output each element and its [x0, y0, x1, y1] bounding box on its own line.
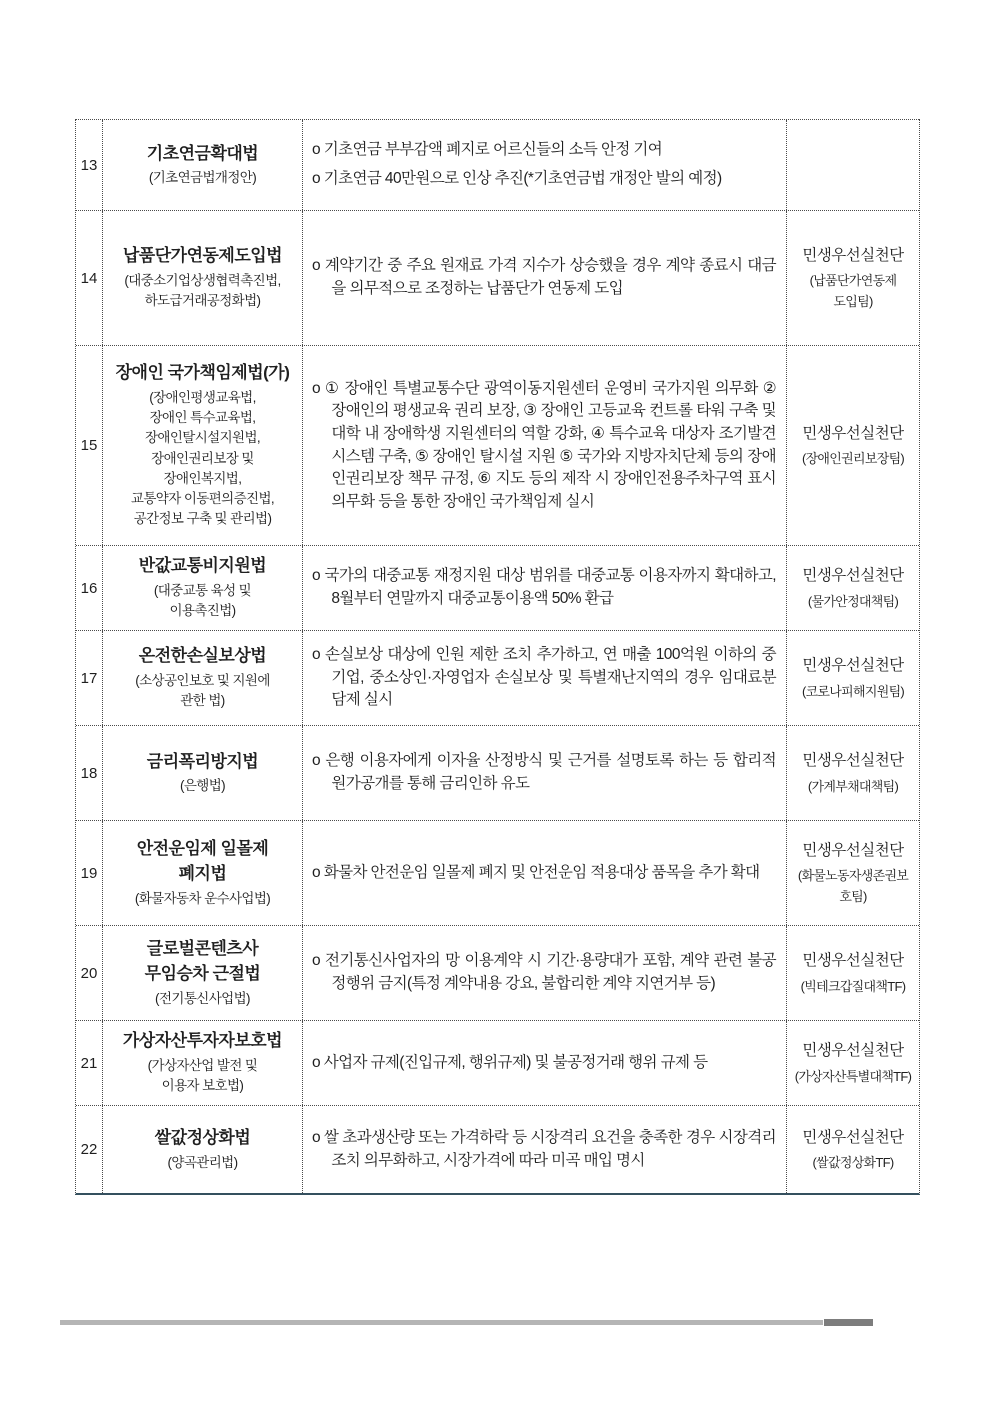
law-name-cell	[103, 821, 303, 925]
row-number: 22	[80, 1141, 98, 1158]
team-name: 민생우선실천단	[802, 1128, 904, 1146]
law-title: 납품단가연동제도입법	[122, 246, 283, 266]
table-row	[76, 1105, 919, 1193]
scrollbar-track[interactable]	[60, 1320, 823, 1325]
law-name-cell	[103, 1106, 303, 1193]
team-detail: (장애인권리보장팀)	[801, 451, 905, 467]
team-detail: (화물노동자생존권보 호팀)	[797, 868, 909, 904]
row-number-cell	[76, 631, 103, 725]
row-number-cell	[76, 1021, 103, 1105]
row-number-cell	[76, 211, 103, 345]
law-content-cell	[303, 546, 787, 630]
table-row	[76, 1020, 919, 1105]
bullet-item: o 국가의 대중교통 재정지원 대상 범위를 대중교통 이용자까지 확대하고, 8월부터 연말까지 대중교통이용액 50% 환급	[312, 567, 776, 607]
team-name: 민생우선실천단	[802, 752, 904, 770]
law-subtitle: (양곡관리법)	[167, 1154, 238, 1170]
bullet-item: o 기초연금 40만원으로 인상 추진(*기초연금법 개정안 발의 예정)	[312, 170, 722, 187]
law-subtitle: (전기통신사업법)	[155, 990, 250, 1006]
law-title: 장애인 국가책임제법(가)	[115, 363, 290, 383]
row-number: 18	[80, 764, 98, 782]
law-title: 기초연금확대법	[146, 143, 259, 163]
team-name: 민생우선실천단	[802, 247, 904, 265]
law-subtitle: (은행법)	[179, 778, 226, 794]
law-content-cell	[303, 726, 787, 820]
law-content-cell	[303, 926, 787, 1020]
team-name: 민생우선실천단	[802, 424, 904, 442]
row-number: 14	[80, 269, 98, 287]
row-number: 19	[80, 864, 98, 882]
bullet-item: o 계약기간 중 주요 원재료 가격 지수가 상승했을 경우 계약 종료시 대금을 의무적으로 조정하는 납품단가 연동제 도입	[312, 257, 776, 297]
team-cell	[787, 546, 919, 630]
law-title: 글로벌콘텐츠사 무임승차 근절법	[144, 939, 261, 983]
team-cell	[787, 631, 919, 725]
table-row	[76, 345, 919, 545]
law-subtitle: (화물자동차 운수사업법)	[134, 890, 271, 906]
law-name-cell	[103, 926, 303, 1020]
law-title: 가상자산투자자보호법	[122, 1031, 283, 1051]
bullet-item: o 전기통신사업자의 망 이용계약 시 기간·용량대가 포함, 계약 관련 불공정행위 금지(특정 계약내용 강요, 불합리한 계약 지연거부 등)	[312, 952, 776, 992]
law-content-cell	[303, 120, 787, 210]
table-row	[76, 725, 919, 820]
law-name-cell	[103, 631, 303, 725]
bullet-item: o 기초연금 부부감액 폐지로 어르신들의 소득 안정 기여	[312, 141, 663, 159]
team-name: 민생우선실천단	[802, 657, 904, 675]
law-table	[75, 119, 920, 1195]
law-content-cell	[303, 631, 787, 725]
law-subtitle: (소상공인보호 및 지원에 관한 법)	[135, 673, 270, 709]
row-number-cell	[76, 346, 103, 545]
bullet-item: o 손실보상 대상에 인원 제한 조치 추가하고, 연 매출 100억원 이하의 중기업, 중소상인·자영업자 손실보상 및 특별재난지역의 경우 임대료분담제 실시	[312, 646, 776, 709]
team-cell	[787, 821, 919, 925]
team-detail: (쌀값정상화TF)	[812, 1155, 894, 1171]
team-detail: (가상자산특별대책TF)	[794, 1068, 912, 1084]
team-cell	[787, 1106, 919, 1193]
law-title: 금리폭리방지법	[146, 751, 259, 771]
bullet-item: o 화물차 안전운임 일몰제 폐지 및 안전운임 적용대상 품목을 추가 확대	[312, 863, 760, 881]
law-name-cell	[103, 726, 303, 820]
law-name-cell	[103, 120, 303, 210]
team-cell	[787, 926, 919, 1020]
law-content-cell	[303, 1021, 787, 1105]
law-title: 안전운임제 일몰제 폐지법	[136, 839, 269, 883]
team-detail: (빅테크갑질대책TF)	[800, 978, 906, 994]
row-number: 21	[80, 1054, 98, 1072]
law-title: 반값교통비지원법	[138, 556, 267, 576]
row-number-cell	[76, 1106, 103, 1193]
law-subtitle: (기초연금법개정안)	[148, 170, 257, 186]
law-subtitle: (대중소기업상생협력촉진법, 하도급거래공정화법)	[124, 273, 281, 309]
law-content-cell	[303, 211, 787, 345]
row-number: 17	[80, 669, 98, 687]
table-row	[76, 545, 919, 630]
team-cell	[787, 726, 919, 820]
table-row	[76, 630, 919, 725]
row-number-cell	[76, 726, 103, 820]
row-number-cell	[76, 821, 103, 925]
law-content-cell	[303, 1106, 787, 1193]
table-row	[76, 119, 919, 210]
bullet-item: o 사업자 규제(진입규제, 행위규제) 및 불공정거래 행위 규제 등	[312, 1053, 708, 1071]
team-name: 민생우선실천단	[802, 567, 904, 585]
team-name: 민생우선실천단	[802, 842, 904, 860]
bullet-item: o 은행 이용자에게 이자율 산정방식 및 근거를 설명토록 하는 등 합리적 원가공개를 통해 금리인하 유도	[312, 752, 776, 792]
team-cell	[787, 346, 919, 545]
team-detail: (납품단가연동제 도입팀)	[809, 273, 897, 309]
bullet-item: o ① 장애인 특별교통수단 광역이동지원센터 운영비 국가지원 의무화 ② 장애인의 평생교육 권리 보장, ③ 장애인 고등교육 컨트롤 타워 구축 및 대학 내 장애학생 지원센터의 역할 강화, ④ 특수교육 대상자 조기발견시스템 구축, ⑤ 장애인 탈시설 지원 ⑤ 국가와 지방자치단체 등의 장애인권리보장 책무 규정, ⑥ 지도 등의 제작 시 장애인전용주차구역 표시 의무화 등을 통한 장애인 국가책임제 실시	[312, 379, 776, 510]
row-number: 13	[80, 156, 98, 174]
law-title: 온전한손실보상법	[138, 646, 267, 666]
row-number: 20	[80, 964, 98, 982]
row-number: 15	[80, 437, 98, 454]
team-detail: (코로나피해지원팀)	[801, 683, 905, 699]
law-subtitle: (대중교통 육성 및 이용촉진법)	[153, 583, 252, 619]
law-name-cell	[103, 211, 303, 345]
team-cell	[787, 1021, 919, 1105]
team-detail: (물가안정대책팀)	[807, 593, 899, 609]
row-number-cell	[76, 546, 103, 630]
table-row	[76, 820, 919, 925]
law-content-cell	[303, 821, 787, 925]
bullet-item: o 쌀 초과생산량 또는 가격하락 등 시장격리 요건을 충족한 경우 시장격리 조치 의무화하고, 시장가격에 따라 미곡 매입 명시	[312, 1128, 776, 1169]
team-cell	[787, 211, 919, 345]
team-detail: (가계부채대책팀)	[807, 778, 899, 794]
table-row	[76, 925, 919, 1020]
scrollbar-thumb[interactable]	[824, 1319, 873, 1326]
law-subtitle: (가상자산업 발전 및 이용자 보호법)	[147, 1058, 258, 1094]
team-cell	[787, 120, 919, 210]
law-name-cell	[103, 1021, 303, 1105]
horizontal-scrollbar[interactable]	[60, 1318, 873, 1327]
row-number-cell	[76, 120, 103, 210]
team-name: 민생우선실천단	[802, 952, 904, 970]
law-title: 쌀값정상화법	[154, 1128, 251, 1148]
row-number-cell	[76, 926, 103, 1020]
row-number: 16	[80, 579, 98, 597]
law-subtitle: (장애인평생교육법, 장애인 특수교육법, 장애인탈시설지원법, 장애인권리보장 및 장애인복지법, 교통약자 이동편의증진법, 공간정보 구축 및 관리법)	[130, 389, 275, 527]
law-content-cell	[303, 346, 787, 545]
team-name: 민생우선실천단	[802, 1042, 904, 1060]
law-name-cell	[103, 346, 303, 545]
law-name-cell	[103, 546, 303, 630]
table-row	[76, 210, 919, 345]
